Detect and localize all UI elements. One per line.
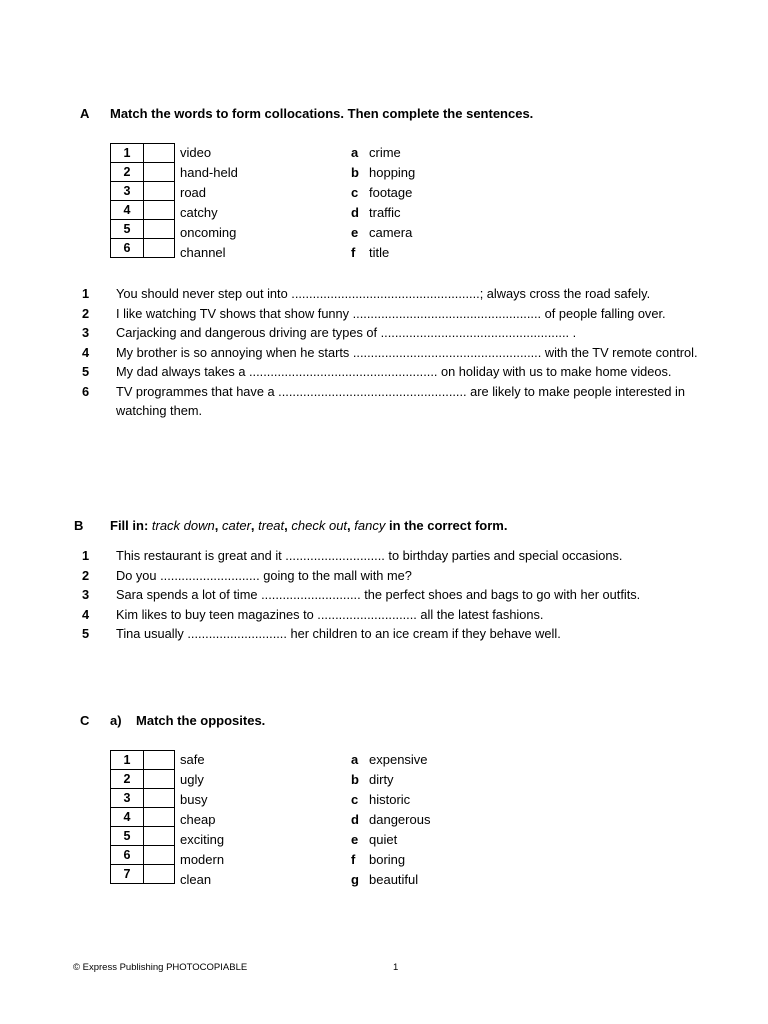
option-word: dangerous bbox=[369, 812, 431, 827]
right-item bbox=[351, 850, 430, 870]
answer-box[interactable] bbox=[144, 220, 175, 239]
left-word: channel bbox=[180, 245, 226, 260]
grid-number: 7 bbox=[111, 865, 144, 884]
word-check-out: check out bbox=[291, 518, 348, 533]
right-item bbox=[351, 770, 430, 790]
sentence-number: 2 bbox=[82, 305, 90, 321]
answer-box[interactable] bbox=[144, 789, 175, 808]
separator: , bbox=[214, 518, 222, 533]
grid-row bbox=[111, 827, 175, 846]
answer-box[interactable] bbox=[144, 846, 175, 865]
right-item bbox=[351, 870, 430, 890]
left-word: hand-held bbox=[180, 165, 238, 180]
section-c-answer-grid bbox=[110, 750, 175, 884]
option-word: historic bbox=[369, 792, 411, 807]
sentence-text[interactable]: I like watching TV shows that show funny ..................................................... of people falling over. bbox=[116, 305, 666, 321]
section-a-title: Match the words to form collocations. Then complete the sentences. bbox=[110, 106, 534, 121]
option-word: quiet bbox=[369, 832, 398, 847]
section-a-right-words bbox=[351, 143, 415, 263]
left-word: cheap bbox=[180, 812, 216, 827]
right-item bbox=[351, 143, 415, 163]
sentence-text[interactable]: Sara spends a lot of time ............................ the perfect shoes and bags to go with her outfits. bbox=[116, 587, 641, 602]
grid-number: 6 bbox=[111, 239, 144, 258]
sentence-item bbox=[76, 585, 716, 605]
section-c-letter: C bbox=[80, 713, 90, 728]
option-letter: d bbox=[351, 812, 359, 827]
grid-row bbox=[111, 865, 175, 884]
sentence-item bbox=[76, 304, 716, 324]
section-a-letter: A bbox=[80, 106, 90, 121]
answer-box[interactable] bbox=[144, 808, 175, 827]
sentence-item bbox=[76, 566, 716, 586]
grid-number: 4 bbox=[111, 201, 144, 220]
sentence-item bbox=[76, 624, 716, 644]
option-letter: c bbox=[351, 792, 359, 807]
sentence-item bbox=[76, 382, 716, 421]
sentence-item bbox=[76, 323, 716, 343]
word-track-down: track down bbox=[151, 518, 215, 533]
sentence-item bbox=[76, 546, 716, 566]
footer-copyright: © Express Publishing PHOTOCOPIABLE bbox=[73, 962, 248, 973]
section-c-title: a) Match the opposites. bbox=[110, 713, 266, 728]
sentence-number: 5 bbox=[82, 364, 90, 379]
sentence-number: 3 bbox=[82, 587, 90, 602]
grid-number: 5 bbox=[111, 827, 144, 846]
grid-row bbox=[111, 846, 175, 865]
sentence-text[interactable]: Do you ............................ going to the mall with me? bbox=[116, 567, 412, 583]
footer-page-number: 1 bbox=[393, 962, 399, 973]
grid-number: 1 bbox=[111, 144, 144, 163]
option-word: title bbox=[369, 245, 390, 260]
option-letter: c bbox=[351, 185, 359, 200]
grid-row bbox=[111, 770, 175, 789]
right-item bbox=[351, 790, 430, 810]
sentence-item bbox=[76, 362, 716, 382]
sentence-item bbox=[76, 605, 716, 625]
sentence-text[interactable]: This restaurant is great and it ............................ to birthday parties and special occasions. bbox=[116, 548, 623, 563]
option-letter: f bbox=[351, 245, 356, 260]
option-letter: d bbox=[351, 205, 359, 220]
left-word: modern bbox=[180, 852, 225, 867]
left-word: catchy bbox=[180, 205, 218, 220]
right-item bbox=[351, 163, 415, 183]
grid-row bbox=[111, 144, 175, 163]
section-b-title bbox=[110, 518, 507, 533]
grid-row bbox=[111, 751, 175, 770]
section-b-title-suffix: in the correct form. bbox=[385, 518, 508, 533]
sentence-text[interactable]: Tina usually ............................ her children to an ice cream if they behave well. bbox=[116, 626, 561, 641]
option-word: crime bbox=[369, 145, 401, 160]
answer-box[interactable] bbox=[144, 239, 175, 258]
grid-row bbox=[111, 163, 175, 182]
answer-box[interactable] bbox=[144, 865, 175, 884]
grid-number: 4 bbox=[111, 808, 144, 827]
sentence-text[interactable]: TV programmes that have a ..................................................... are likely to make people interested in watching them. bbox=[116, 383, 685, 418]
right-item bbox=[351, 750, 430, 770]
sentence-number: 1 bbox=[82, 286, 90, 301]
option-word: traffic bbox=[369, 205, 401, 220]
option-word: footage bbox=[369, 185, 413, 200]
separator: , bbox=[250, 518, 259, 533]
section-a-sentences bbox=[76, 284, 716, 421]
right-item bbox=[351, 810, 430, 830]
right-item bbox=[351, 830, 430, 850]
grid-row bbox=[111, 182, 175, 201]
left-word: safe bbox=[180, 752, 205, 767]
grid-number: 3 bbox=[111, 182, 144, 201]
left-word: road bbox=[180, 185, 207, 200]
sentence-number: 3 bbox=[82, 325, 90, 340]
sentence-number: 2 bbox=[82, 567, 90, 583]
right-item bbox=[351, 203, 415, 223]
right-item bbox=[351, 183, 415, 203]
section-a-left-words bbox=[180, 143, 238, 263]
grid-row bbox=[111, 789, 175, 808]
grid-row bbox=[111, 201, 175, 220]
sentence-text[interactable]: My brother is so annoying when he starts ..................................................... with the TV remote control. bbox=[116, 344, 698, 360]
answer-box[interactable] bbox=[144, 163, 175, 182]
option-letter: a bbox=[351, 752, 359, 767]
answer-box[interactable] bbox=[144, 751, 175, 770]
sentence-text[interactable]: Carjacking and dangerous driving are types of ..................................................... . bbox=[116, 325, 577, 340]
sentence-number: 5 bbox=[82, 626, 90, 641]
grid-number: 1 bbox=[111, 751, 144, 770]
option-letter: e bbox=[351, 225, 359, 240]
section-b-title-prefix: Fill in: bbox=[110, 518, 152, 533]
answer-box[interactable] bbox=[144, 201, 175, 220]
sentence-text[interactable]: You should never step out into .....................................................; always cross the road safely. bbox=[116, 286, 651, 301]
grid-number: 6 bbox=[111, 846, 144, 865]
right-item bbox=[351, 223, 415, 243]
section-c-right-words bbox=[351, 750, 430, 890]
answer-box[interactable] bbox=[144, 144, 175, 163]
grid-number: 2 bbox=[111, 770, 144, 789]
separator: , bbox=[284, 518, 292, 533]
option-letter: b bbox=[351, 772, 359, 787]
grid-number: 3 bbox=[111, 789, 144, 808]
option-letter: e bbox=[351, 832, 359, 847]
grid-number: 2 bbox=[111, 163, 144, 182]
word-treat: treat bbox=[258, 518, 285, 533]
option-word: expensive bbox=[369, 752, 428, 767]
option-letter: g bbox=[351, 872, 359, 887]
section-b-sentences bbox=[76, 546, 716, 644]
grid-row bbox=[111, 239, 175, 258]
sentence-text[interactable]: My dad always takes a ..................................................... on holiday with us to make home videos. bbox=[116, 364, 672, 379]
answer-box[interactable] bbox=[144, 827, 175, 846]
section-c-left-words bbox=[180, 750, 224, 890]
word-cater: cater bbox=[222, 518, 251, 533]
grid-row bbox=[111, 808, 175, 827]
left-word: exciting bbox=[180, 832, 225, 847]
right-item bbox=[351, 243, 415, 263]
option-letter: f bbox=[351, 852, 356, 867]
left-word: video bbox=[180, 145, 212, 160]
sentence-number: 4 bbox=[82, 344, 90, 360]
sentence-number: 1 bbox=[82, 548, 90, 563]
section-a-answer-grid bbox=[110, 143, 175, 258]
sentence-item bbox=[76, 284, 716, 304]
grid-number: 5 bbox=[111, 220, 144, 239]
option-letter: a bbox=[351, 145, 359, 160]
option-letter: b bbox=[351, 165, 359, 180]
option-word: camera bbox=[369, 225, 413, 240]
word-fancy: fancy bbox=[354, 518, 386, 533]
answer-box[interactable] bbox=[144, 770, 175, 789]
sentence-item bbox=[76, 343, 716, 363]
left-word: clean bbox=[180, 872, 212, 887]
option-word: hopping bbox=[369, 165, 416, 180]
sentence-text[interactable]: Kim likes to buy teen magazines to ............................ all the latest fashions. bbox=[116, 606, 544, 622]
sentence-number: 4 bbox=[82, 606, 90, 622]
left-word: oncoming bbox=[180, 225, 237, 240]
section-b-letter: B bbox=[74, 518, 84, 533]
left-word: ugly bbox=[180, 772, 204, 787]
option-word: beautiful bbox=[369, 872, 419, 887]
left-word: busy bbox=[180, 792, 208, 807]
separator: , bbox=[347, 518, 355, 533]
option-word: boring bbox=[369, 852, 406, 867]
answer-box[interactable] bbox=[144, 182, 175, 201]
grid-row bbox=[111, 220, 175, 239]
sentence-number: 6 bbox=[82, 383, 90, 399]
option-word: dirty bbox=[369, 772, 394, 787]
